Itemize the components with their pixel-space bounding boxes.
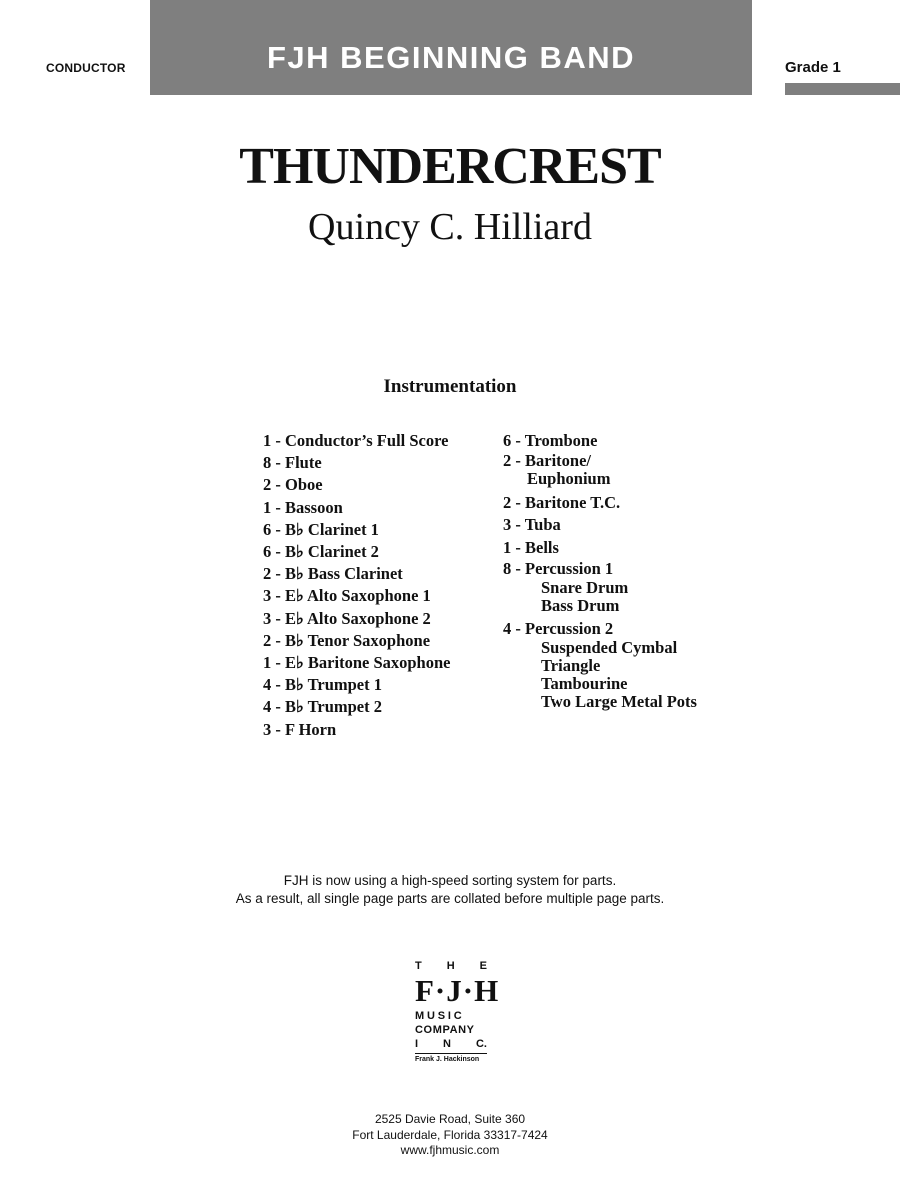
- publisher-address: [0, 1112, 900, 1159]
- instrument-item: 6 - Trombone: [503, 431, 598, 450]
- instrument-subitem: Bass Drum: [541, 595, 620, 615]
- instrumentation-right-column: [503, 430, 697, 711]
- logo-inc: [415, 1038, 487, 1050]
- piece-title: THUNDERCREST: [239, 138, 661, 195]
- logo-divider: [415, 1053, 487, 1054]
- instrumentation-left-column: [263, 430, 450, 741]
- website-link[interactable]: www.fjhmusic.com: [400, 1143, 500, 1157]
- instrument-subitem: Triangle: [541, 655, 601, 675]
- instrument-item: 6 - B♭ Clarinet 1: [263, 519, 379, 539]
- instrument-item: 1 - Bells: [503, 537, 559, 557]
- instrument-subitem: Suspended Cymbal: [541, 637, 678, 657]
- logo-letter: I: [415, 1038, 419, 1050]
- instrument-item: 1 - Bassoon: [263, 497, 343, 517]
- instrumentation-heading: Instrumentation: [383, 376, 517, 397]
- instrument-item: 2 - Oboe: [263, 475, 323, 495]
- instrument-item: 2 - Baritone T.C.: [503, 493, 621, 513]
- logo-music: MUSIC: [415, 1010, 465, 1022]
- logo-the: [415, 960, 487, 972]
- logo-fjh: F·J·H: [415, 973, 500, 1008]
- instrument-subitem: Two Large Metal Pots: [541, 691, 697, 711]
- logo-letter: H: [446, 960, 455, 972]
- instrument-item: 1 - Conductor’s Full Score: [263, 431, 449, 450]
- instrument-item: 2 - B♭ Tenor Saxophone: [263, 630, 431, 650]
- address-city: Fort Lauderdale, Florida 33317-7424: [352, 1127, 548, 1142]
- instrument-item: 1 - E♭ Baritone Saxophone: [263, 653, 451, 673]
- logo-letter: T: [415, 960, 422, 972]
- logo-letter: E: [479, 960, 487, 972]
- grade-bar: [785, 83, 900, 95]
- sorting-note-line: As a result, all single page parts are collated before multiple page parts.: [235, 891, 665, 906]
- instrument-item: 4 - B♭ Trumpet 2: [263, 697, 383, 717]
- sorting-note-line: FJH is now using a high-speed sorting system for parts.: [283, 873, 617, 888]
- instrument-item: 8 - Flute: [263, 453, 322, 473]
- address-street: 2525 Davie Road, Suite 360: [374, 1112, 526, 1126]
- grade-label: Grade 1: [785, 59, 841, 76]
- instrument-subitem: Euphonium: [527, 469, 611, 489]
- logo-founder: Frank J. Hackinson: [415, 1056, 480, 1063]
- fjh-logo: [415, 960, 500, 1065]
- instrument-subitem: Snare Drum: [541, 577, 629, 597]
- instrument-item: 4 - Percussion 2: [503, 618, 614, 638]
- sorting-note: [0, 872, 900, 908]
- logo-letter: N: [443, 1038, 451, 1050]
- instrument-item: 3 - E♭ Alto Saxophone 2: [263, 608, 431, 628]
- instrument-item: 3 - F Horn: [263, 719, 337, 739]
- instrument-item: 4 - B♭ Trumpet 1: [263, 675, 383, 695]
- part-label: CONDUCTOR: [46, 61, 126, 75]
- instrument-item: 3 - E♭ Alto Saxophone 1: [263, 586, 431, 606]
- instrument-subitem: Tambourine: [541, 673, 628, 693]
- instrument-item: 6 - B♭ Clarinet 2: [263, 542, 379, 562]
- logo-company: COMPANY: [415, 1024, 475, 1036]
- composer-name: Quincy C. Hilliard: [308, 206, 592, 248]
- instrument-item: 2 - B♭ Bass Clarinet: [263, 564, 403, 584]
- instrument-item: 2 - Baritone/: [503, 451, 591, 471]
- instrument-item: 8 - Percussion 1: [503, 558, 614, 578]
- instrument-item: 3 - Tuba: [503, 515, 561, 535]
- series-title: FJH BEGINNING BAND: [266, 40, 635, 75]
- logo-letter: C.: [475, 1038, 487, 1050]
